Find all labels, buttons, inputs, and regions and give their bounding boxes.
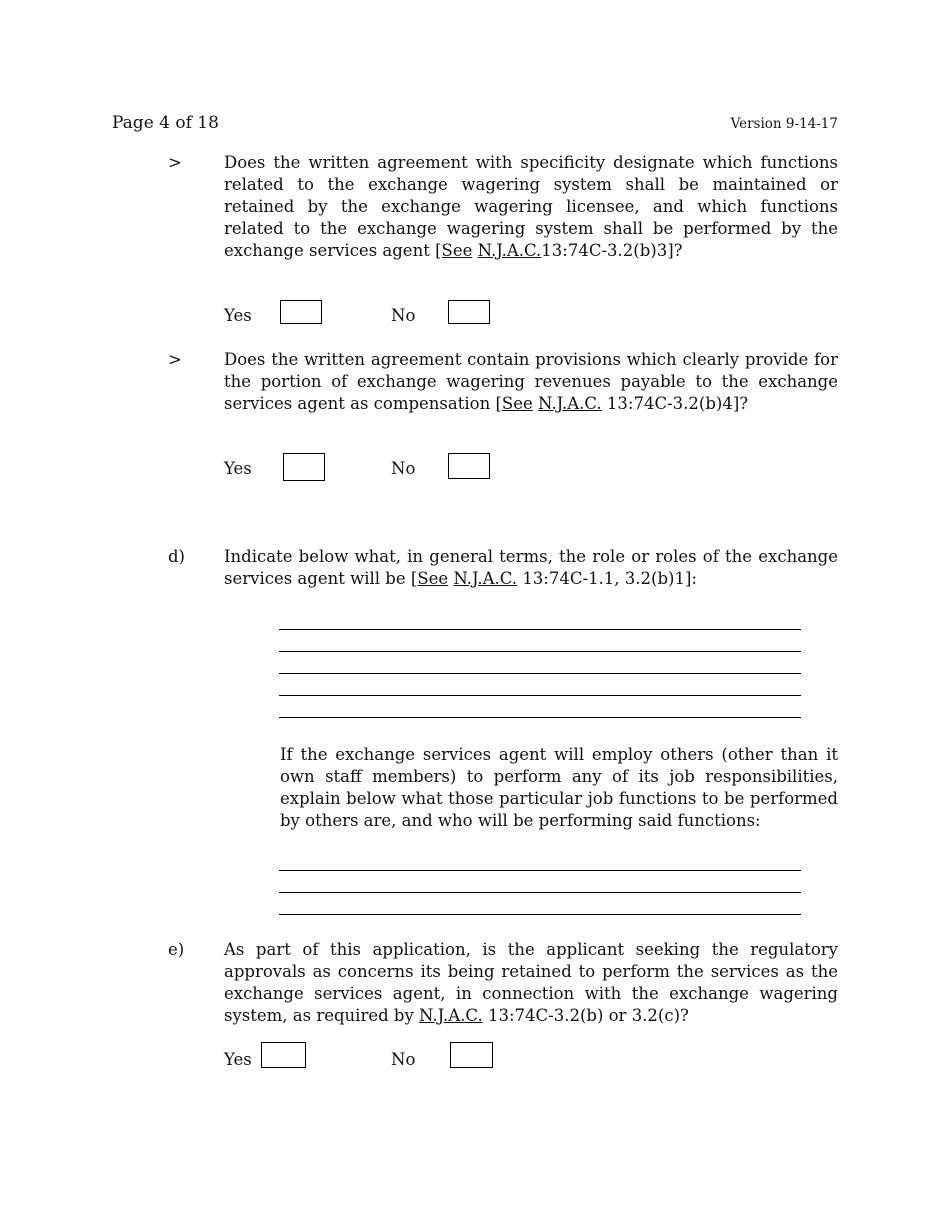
reference-njac: N.J.A.C.: [419, 1006, 483, 1025]
yes-checkbox[interactable]: [280, 300, 322, 324]
sub-question-others-employed: If the exchange services agent will employ others (other than it own staff members) to perform any of its job responsibilities, explain below what those particular job functions to be performed by others are, and who will be performing said functions:: [280, 745, 838, 830]
item-marker-e: e): [168, 940, 185, 959]
yes-label: Yes: [224, 459, 252, 478]
reference-citation: 13:74C-3.2(b)3]?: [541, 241, 683, 260]
reference-citation: 13:74C-3.2(b)4]?: [606, 394, 749, 413]
reference-njac: N.J.A.C.: [453, 569, 518, 588]
no-label: No: [391, 459, 416, 478]
no-checkbox[interactable]: [448, 453, 490, 479]
reference-citation: 13:74C-3.2(b) or 3.2(c)?: [487, 1006, 689, 1025]
no-label: No: [391, 306, 416, 325]
reference-njac: N.J.A.C.: [477, 241, 542, 260]
answer-line[interactable]: [279, 870, 801, 871]
question-regulatory-approvals: [224, 939, 838, 1027]
question-text: Does the written agreement contain provisions which clearly provide for the portion of exchange wagering revenues payable to the exchange services agent as compensation [: [224, 350, 838, 413]
answer-line[interactable]: [279, 892, 801, 893]
no-label: No: [391, 1050, 416, 1069]
reference-see: See: [417, 569, 449, 588]
page-number: Page 4 of 18: [112, 113, 219, 133]
answer-line[interactable]: [279, 673, 801, 674]
question-agent-role: [224, 546, 838, 590]
yes-label: Yes: [224, 1050, 252, 1069]
answer-line[interactable]: [279, 695, 801, 696]
question-compensation: [224, 349, 838, 415]
bullet-marker: >: [168, 350, 182, 369]
answer-line[interactable]: [279, 651, 801, 652]
answer-line[interactable]: [279, 914, 801, 915]
no-checkbox[interactable]: [450, 1042, 493, 1068]
question-text: Indicate below what, in general terms, the role or roles of the exchange services agent will be [: [224, 547, 838, 588]
item-marker-d: d): [168, 547, 185, 566]
answer-line[interactable]: [279, 629, 801, 630]
yes-checkbox[interactable]: [261, 1042, 306, 1068]
yes-checkbox[interactable]: [283, 453, 325, 481]
reference-see: [See: [435, 241, 473, 260]
question-text: As part of this application, is the applicant seeking the regulatory approvals as concerns its being retained to perform the services as the exchange services agent, in connection with the exchange wagering system, as required by: [224, 940, 838, 1025]
question-text: Does the written agreement with specificity designate which functions related to the exchange wagering system shall be maintained or retained by the exchange wagering licensee, and which functions related to the exchange wagering system shall be performed by the exchange services agent: [224, 153, 838, 260]
answer-line[interactable]: [279, 717, 801, 718]
question-functions-designation: [224, 152, 838, 262]
no-checkbox[interactable]: [448, 300, 490, 324]
version-label: Version 9-14-17: [730, 116, 838, 132]
reference-citation: 13:74C-1.1, 3.2(b)1]:: [522, 569, 697, 588]
reference-see: See: [501, 394, 533, 413]
yes-label: Yes: [224, 306, 252, 325]
reference-njac: N.J.A.C.: [537, 394, 602, 413]
bullet-marker: >: [168, 153, 182, 172]
